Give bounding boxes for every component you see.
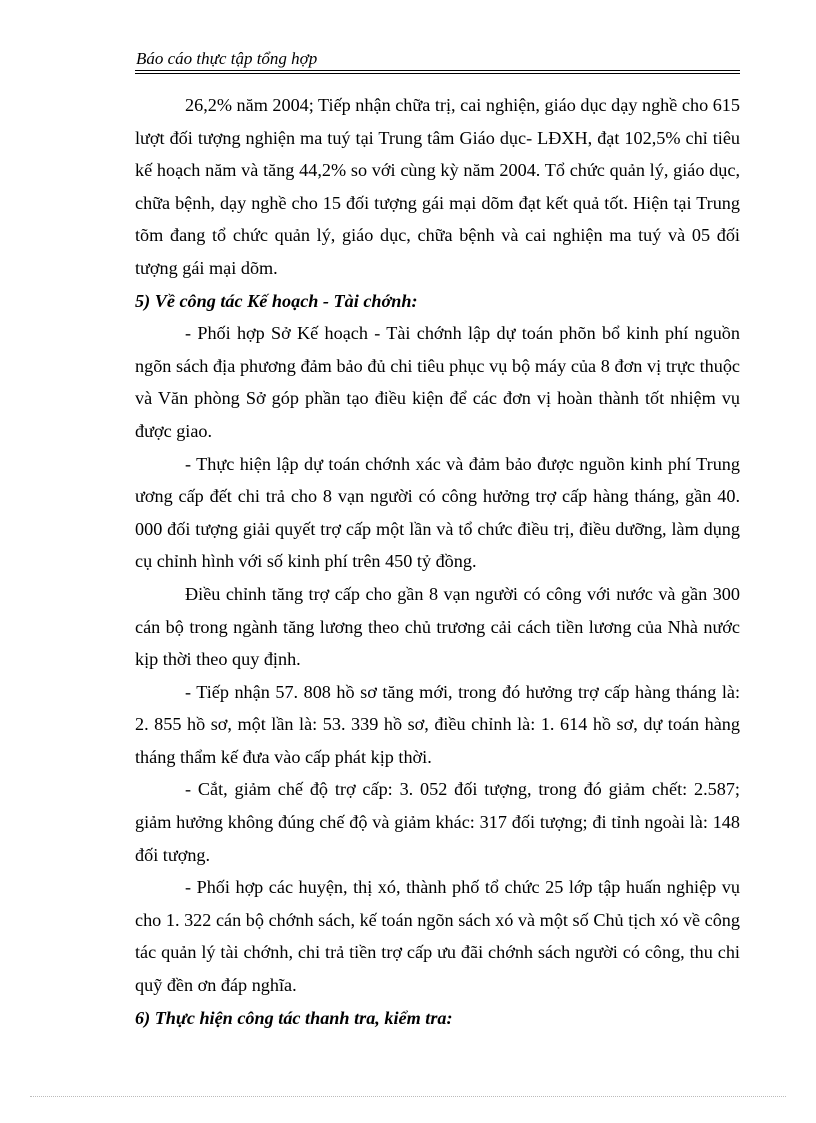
paragraph: - Phối hợp Sở Kế hoạch - Tài chớnh lập dự toán phõn bổ kinh phí nguồn ngõn sách địa phương đảm bảo đủ chi tiêu phục vụ bộ máy của 8 đơn vị trực thuộc và Văn phòng Sở góp phần tạo điều kiện để các đơn vị hoàn thành tốt nhiệm vụ được giao. [135, 323, 740, 441]
page-bottom-dotted-line [30, 1096, 786, 1097]
paragraph: Điều chỉnh tăng trợ cấp cho gần 8 vạn người có công với nước và gần 300 cán bộ trong ngành tăng lương theo chủ trương cải cách tiền lương của Nhà nước kịp thời theo quy định. [135, 583, 740, 670]
section-heading: 5) Về công tác Kế hoạch - Tài chớnh: [135, 290, 418, 311]
page-header [135, 48, 740, 74]
document-body [135, 89, 740, 1034]
section-heading: 6) Thực hiện công tác thanh tra, kiểm tra: [135, 1007, 453, 1028]
paragraph: - Tiếp nhận 57. 808 hồ sơ tăng mới, trong đó hưởng trợ cấp hàng tháng là: 2. 855 hồ sơ, một lần là: 53. 339 hồ sơ, điều chỉnh là: 1. 614 hồ sơ, dự toán hàng tháng thẩm kế đưa vào cấp phát kịp thời. [135, 681, 740, 767]
paragraph: - Cắt, giảm chế độ trợ cấp: 3. 052 đối tượng, trong đó giảm chết: 2.587; giảm hưởng không đúng chế độ và giảm khác: 317 đối tượng; đi tỉnh ngoài là: 148 đối tượng. [135, 779, 740, 865]
paragraph: 26,2% năm 2004; Tiếp nhận chữa trị, cai nghiện, giáo dục dạy nghề cho 615 lượt đối tượng nghiện ma tuý tại Trung tâm Giáo dục- LĐXH, đạt 102,5% chỉ tiêu kế hoạch năm và tăng 44,2% so với cùng kỳ năm 2004. Tổ chức quản lý, giáo dục, chữa bệnh, dạy nghề cho 15 đối tượng gái mại dõm đạt kết quả tốt. Hiện tại Trung tõm đang tổ chức quản lý, giáo dục, chữa bệnh và cai nghiện ma tuý và 05 đối tượng gái mại dõm. [135, 95, 740, 278]
header-title: Báo cáo thực tập tổng hợp [136, 49, 318, 68]
paragraph: - Thực hiện lập dự toán chớnh xác và đảm bảo được nguồn kinh phí Trung ương cấp đết chi trả cho 8 vạn người có công hưởng trợ cấp hàng tháng, gần 40. 000 đối tượng giải quyết trợ cấp một lần và tổ chức điều trị, điều dưỡng, làm dụng cụ chỉnh hình với số kinh phí trên 450 tỷ đồng. [135, 453, 740, 572]
header-rule [135, 70, 740, 74]
paragraph: - Phối hợp các huyện, thị xó, thành phố tổ chức 25 lớp tập huấn nghiệp vụ cho 1. 322 cán bộ chớnh sách, kế toán ngõn sách xó và một số Chủ tịch xó về công tác quản lý tài chớnh, chi trả tiền trợ cấp ưu đãi chớnh sách người có công, thu chi quỹ đền ơn đáp nghĩa. [135, 877, 740, 996]
